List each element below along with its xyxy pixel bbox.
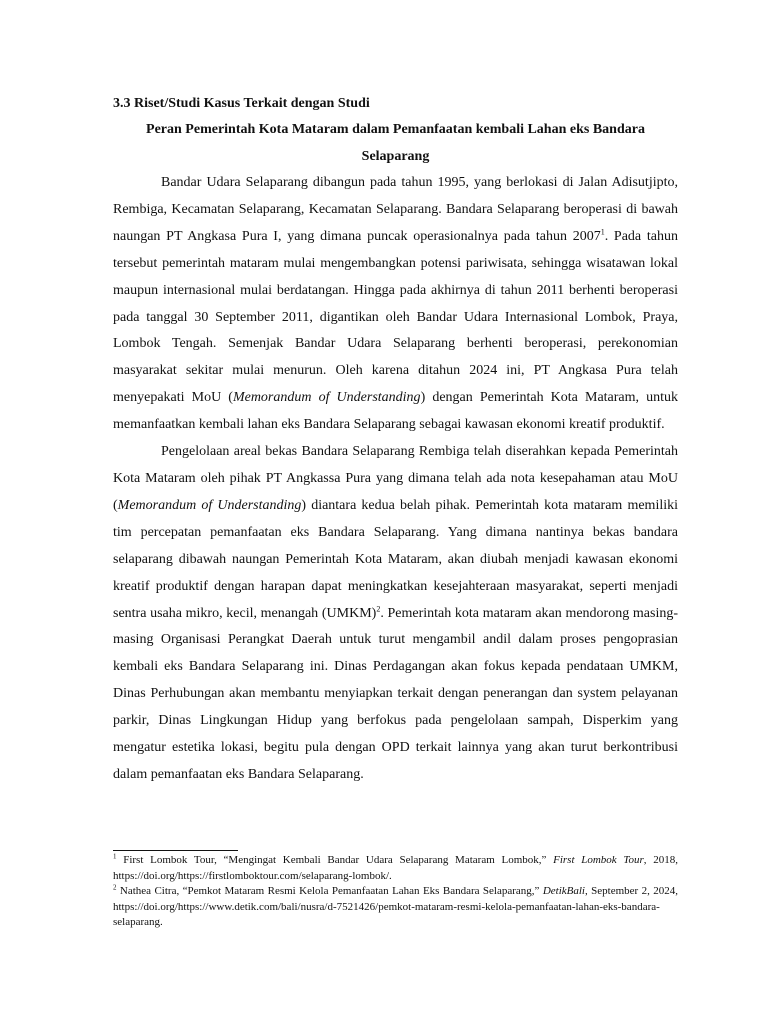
paragraph-text: ) diantara kedua belah pihak. Pemerintah kota mataram memiliki tim percepatan pemanfaatan eks Bandara Selaparang. Yang dimana nantinya bekas bandara selaparang dibawah naungan Pemerintah Kota Mataram, akan diubah menjadi kawasan ekonomi kreatif produktif dengan harapan dapat meningkatkan kesejahteraan masyarakat, seperti menjadi sentra usaha mikro, kecil, menangah (UMKM) [113,497,678,621]
footnote-text: Nathea Citra, “Pemkot Mataram Resmi Kelola Pemanfaatan Lahan Eks Bandara Selaparang,” [116,885,543,897]
paragraph-1 [113,170,678,439]
paragraph-text: . Pada tahun tersebut pemerintah mataram mulai mengembangkan potensi pariwisata, sehingga wisatawan lokal maupun internasional mulai berdatangan. Hingga pada akhirnya di tahun 2011 berhenti beroperasi pada tanggal 30 September 2011, digantikan oleh Bandar Udara Internasional Lombok, Praya, Lombok Tengah. Semenjak Bandar Udara Selaparang berhenti beroperasi, perekonomian masyarakat sekitar mulai menurun. Oleh karena ditahun 2024 ini, PT Angkasa Pura telah menyepakati MoU ( [113,228,678,406]
footnote-link[interactable]: , September 2, 2024, https://doi.org/https://www.detik.com/bali/nusra/d-7521426/pemkot-mataram-resmi-kelola-pemanfaatan-lahan-eks-bandara-selaparang. [113,885,678,928]
footnote-link[interactable]: , 2018, https://doi.org/https://firstlomboktour.com/selaparang-lombok/. [113,854,678,882]
paragraph-text: Bandar Udara Selaparang dibangun pada tahun 1995, yang berlokasi di Jalan Adisutjipto, Rembiga, Kecamatan Selaparang, Kecamatan Selaparang. Bandara Selaparang beroperasi di bawah naungan PT Angkasa Pura I, yang dimana puncak operasionalnya pada tahun 2007 [113,175,678,244]
footnote-1 [113,853,678,884]
footnote-ref-2[interactable]: 2 [376,603,381,613]
footnote-2 [113,884,678,931]
document-title: Peran Pemerintah Kota Mataram dalam Pemanfaatan kembali Lahan eks Bandara Selaparang [146,122,645,164]
section-heading: 3.3 Riset/Studi Kasus Terkait dengan Studi [113,96,370,111]
italic-term: Memorandum of Understanding [232,390,421,406]
paragraph-text: . Pemerintah kota mataram akan mendorong masing-masing Organisasi Perangkat Daerah untuk turut mengambil andil dalam proses pengoprasian kembali eks Bandara Selaparang ini. Dinas Perdagangan akan fokus kepada pendataan UMKM, Dinas Perhubungan akan membantu menyiapkan terkait dengan penerangan dan system pelayanan parkir, Dinas Lingkungan Hidup yang berfokus pada pengelolaan sampah, Disperkim yang mengatur estetika lokasi, begitu pula dengan OPD terkait lainnya yang akan turut berkontribusi dalam pemanfaatan eks Bandara Selaparang. [113,605,678,782]
paragraph-text: ) dengan Pemerintah Kota Mataram, untuk memanfaatkan kembali lahan eks Bandara Selaparang sebagai kawasan ekonomi kreatif produktif. [113,390,679,433]
paragraph-text: Pengelolaan areal bekas Bandara Selaparang Rembiga telah diserahkan kepada Pemerintah Kota Mataram oleh pihak PT Angkassa Pura yang dimana telah ada nota kesepahaman atau MoU ( [113,444,678,513]
document-body [113,92,678,789]
footnote-source: DetikBali [542,885,585,897]
paragraph-2 [113,439,678,789]
footnotes [113,853,678,931]
footnote-number: 2 [113,883,117,892]
footnote-separator [113,850,238,851]
italic-term: Memorandum of Understanding [117,497,302,513]
footnote-ref-1[interactable]: 1 [600,227,605,237]
footnote-source: First Lombok Tour [553,854,644,866]
footnote-text: First Lombok Tour, “Mengingat Kembali Bandar Udara Selaparang Mataram Lombok,” [116,854,554,866]
footnote-number: 1 [113,852,117,861]
